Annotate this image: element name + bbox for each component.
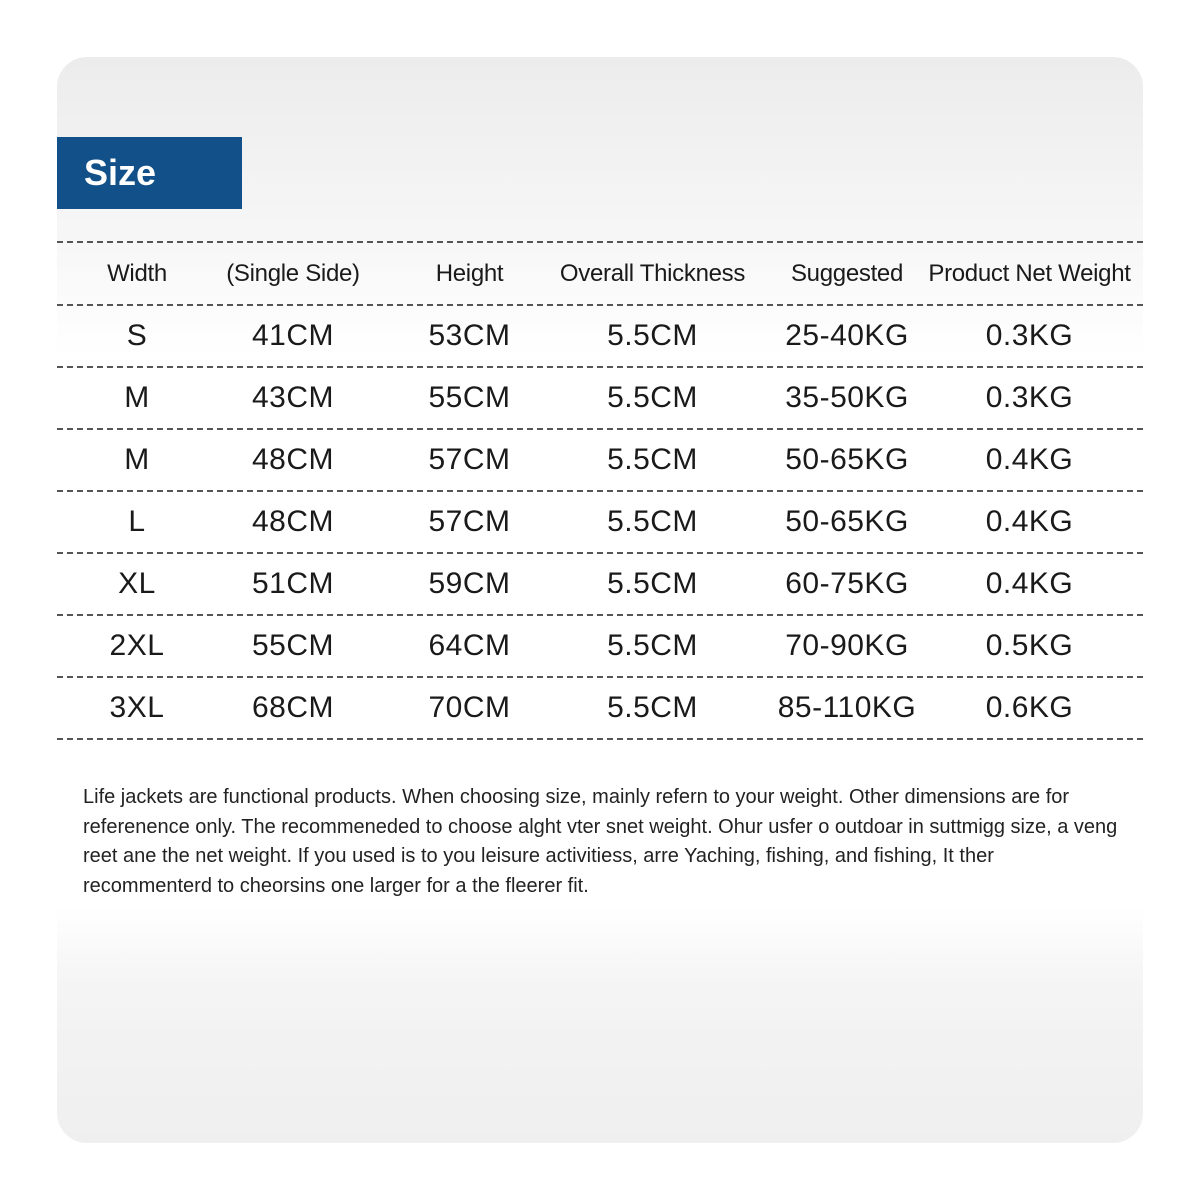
net-weight-cell: 0.4KG: [985, 505, 1074, 538]
width-cell: 48CM: [251, 443, 335, 476]
header-single-side: (Single Side): [226, 259, 360, 287]
size-cell: 2XL: [109, 629, 165, 662]
table-row: [57, 366, 1143, 428]
size-cell: M: [124, 381, 150, 414]
height-cell: 53CM: [428, 319, 511, 352]
height-cell: 59CM: [428, 567, 511, 600]
size-title-badge: Size: [57, 137, 242, 209]
suggested-weight-cell: 70-90KG: [785, 629, 909, 662]
size-cell: XL: [118, 567, 156, 600]
header-suggested: Suggested: [790, 259, 904, 287]
thickness-cell: 5.5CM: [607, 443, 698, 476]
net-weight-cell: 0.4KG: [985, 567, 1074, 600]
height-cell: 64CM: [428, 629, 511, 662]
size-cell: S: [126, 319, 148, 352]
net-weight-cell: 0.3KG: [985, 381, 1074, 414]
width-cell: 43CM: [251, 381, 335, 414]
suggested-weight-cell: 60-75KG: [785, 567, 909, 600]
size-chart-card: [57, 57, 1143, 1143]
table-row: [57, 676, 1143, 740]
header-net-weight: Product Net Weight: [928, 259, 1131, 287]
table-row: [57, 490, 1143, 552]
height-cell: 57CM: [428, 505, 511, 538]
thickness-cell: 5.5CM: [607, 567, 698, 600]
net-weight-cell: 0.6KG: [985, 691, 1074, 724]
sizing-note-paragraph: Life jackets are functional products. When choosing size, mainly refern to your weight. Other dimensions are for referenence only. The recommeneded to choose alght vter snet weight. Ohur usfer o outdoar in suttmigg size, a veng reet ane the net weight. If you used is to you leisure activitiess, arre Yaching, fishing, and fishing, It ther recommenterd to cheorsins one larger for a the fleerer fit.: [83, 786, 1118, 897]
header-width: Width: [107, 259, 167, 287]
width-cell: 48CM: [251, 505, 335, 538]
thickness-cell: 5.5CM: [607, 691, 698, 724]
size-table: [57, 241, 1143, 740]
table-row: [57, 614, 1143, 676]
width-cell: 41CM: [251, 319, 335, 352]
suggested-weight-cell: 25-40KG: [785, 319, 909, 352]
table-row: [57, 552, 1143, 614]
net-weight-cell: 0.4KG: [985, 443, 1074, 476]
net-weight-cell: 0.3KG: [985, 319, 1074, 352]
table-row: [57, 304, 1143, 366]
width-cell: 68CM: [251, 691, 335, 724]
suggested-weight-cell: 35-50KG: [785, 381, 909, 414]
size-cell: M: [124, 443, 150, 476]
thickness-cell: 5.5CM: [607, 381, 698, 414]
header-height: Height: [435, 259, 504, 287]
thickness-cell: 5.5CM: [607, 505, 698, 538]
table-header-row: [57, 241, 1143, 304]
table-row: [57, 428, 1143, 490]
thickness-cell: 5.5CM: [607, 629, 698, 662]
suggested-weight-cell: 50-65KG: [785, 505, 909, 538]
header-overall-thickness: Overall Thickness: [559, 259, 746, 287]
net-weight-cell: 0.5KG: [985, 629, 1074, 662]
suggested-weight-cell: 50-65KG: [785, 443, 909, 476]
height-cell: 70CM: [428, 691, 511, 724]
width-cell: 51CM: [251, 567, 335, 600]
suggested-weight-cell: 85-110KG: [777, 691, 917, 724]
size-cell: L: [128, 505, 146, 538]
width-cell: 55CM: [251, 629, 335, 662]
thickness-cell: 5.5CM: [607, 319, 698, 352]
size-cell: 3XL: [109, 691, 165, 724]
height-cell: 57CM: [428, 443, 511, 476]
height-cell: 55CM: [428, 381, 511, 414]
